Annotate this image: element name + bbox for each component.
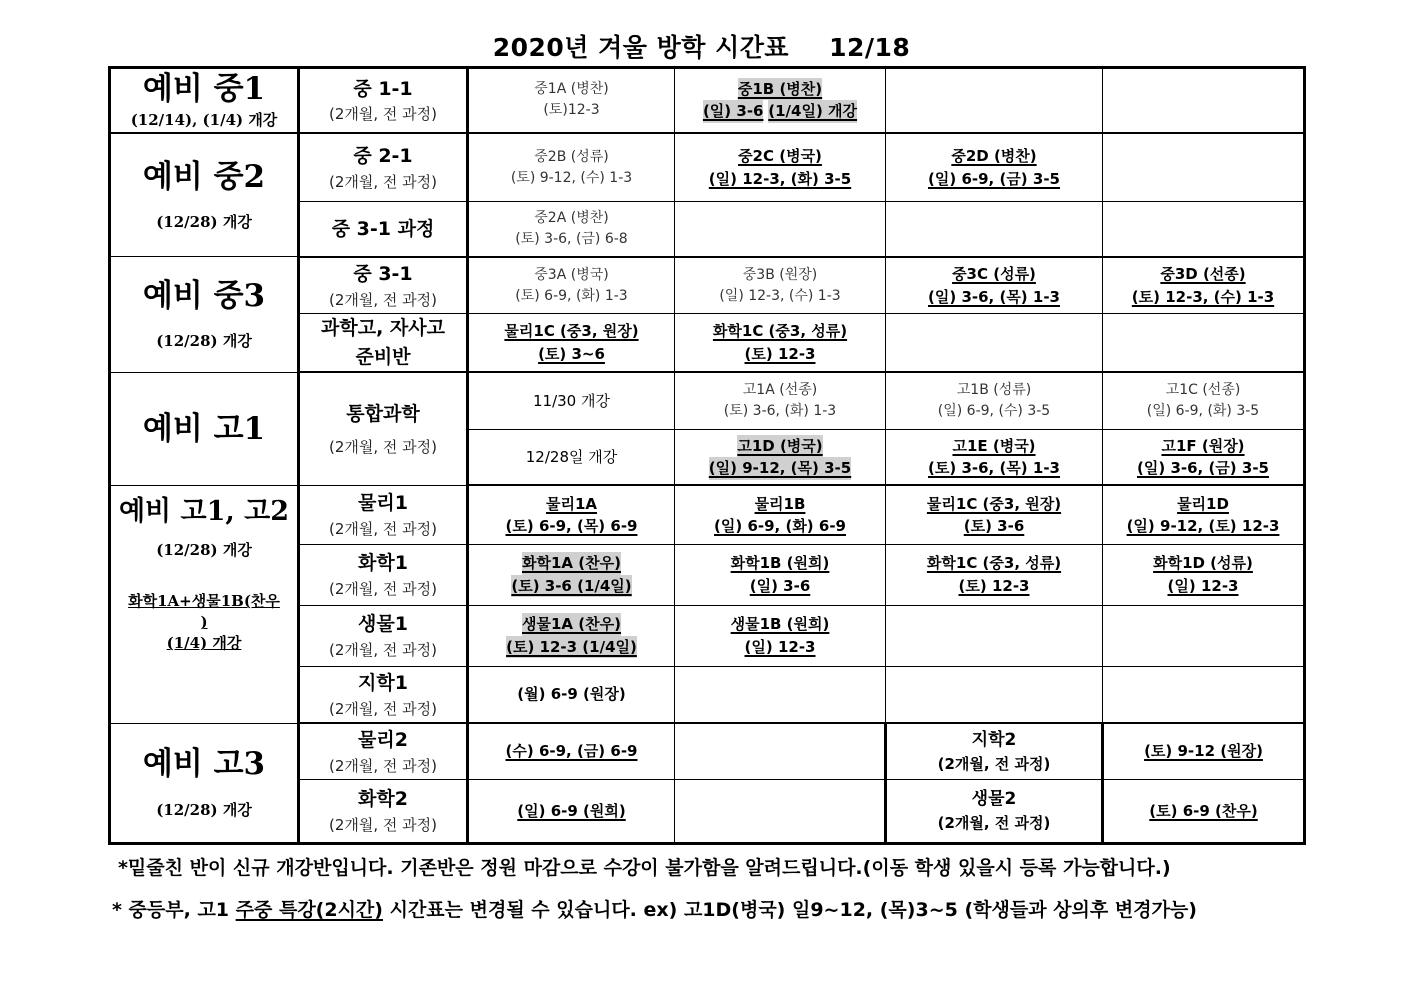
class-time: (토)12-3 [543, 102, 600, 119]
class-cell [886, 372, 1103, 429]
title-date: 12/18 [829, 33, 911, 62]
class-name: 중2A (병찬) [534, 210, 609, 227]
group-h3 [110, 723, 299, 843]
page-title [0, 28, 1403, 64]
timetable [108, 66, 1306, 845]
class-name: 물리1A [545, 494, 598, 513]
class-cell-new [886, 257, 1103, 314]
group-name: 예비 중1 [142, 71, 266, 107]
class-time: (토) 12-3, (수) 1-3 [1131, 287, 1275, 306]
group-name: 예비 고1, 고2 [118, 495, 290, 527]
empty-cell [886, 605, 1103, 666]
empty-cell [886, 202, 1103, 257]
class-time: (일) 12-3, (화) 3-5 [708, 169, 852, 188]
group-name: 예비 고1 [142, 410, 266, 447]
class-name: 화학1C (중3, 성류) [712, 322, 848, 341]
class-name: 화학1C (중3, 성류) [926, 554, 1062, 573]
course-sub: (2개월, 전 과정) [328, 438, 437, 457]
class-time: (일) 6-9, (금) 3-5 [928, 169, 1060, 188]
course-name: 화학2 [358, 788, 408, 811]
empty-cell [1103, 133, 1305, 202]
class-cell-new [1103, 779, 1305, 843]
course-bio2 [886, 779, 1103, 843]
class-name: 고1A (선종) [742, 382, 818, 399]
class-cell [468, 202, 675, 257]
empty-cell [675, 202, 886, 257]
class-name: 중2B (성류) [534, 148, 609, 165]
course-name: 물리2 [358, 729, 408, 752]
class-time: (일) 12-3 [1167, 576, 1239, 595]
course-m31b [299, 202, 468, 257]
course-sub: (2개월, 전 과정) [328, 756, 437, 775]
course-name: 생물2 [971, 788, 1017, 809]
class-time: (월) 6-9 (원장) [517, 685, 626, 704]
class-cell-new [886, 133, 1103, 202]
class-cell-new [468, 723, 675, 779]
group-m2 [110, 133, 299, 257]
class-name: 생물1B (원희) [730, 615, 830, 634]
class-time: (토) 3-6, (화) 1-3 [723, 403, 837, 420]
class-cell-new [1103, 429, 1305, 485]
class-cell-new [1103, 485, 1305, 544]
class-cell-new [675, 133, 886, 202]
class-name: 화학1A (찬우) [522, 552, 621, 575]
class-time: (일) 6-9 (원희) [517, 801, 626, 820]
class-time: (토) 3-6 (1/4일) [511, 575, 631, 598]
class-time: (일) 6-9, (화) 6-9 [714, 517, 846, 536]
class-cell-new [675, 314, 886, 373]
class-time: (일) 3-6 [749, 576, 811, 595]
empty-cell [675, 723, 886, 779]
course-sci-prep [299, 314, 468, 373]
class-time: (토) 3~6 [538, 344, 605, 363]
class-name: 고1E (병국) [952, 436, 1036, 455]
course-name: 생물1 [358, 613, 408, 636]
class-time: (일) 3-6 [703, 100, 764, 123]
class-name: 중2D (병찬) [951, 147, 1037, 166]
class-cell-new [1103, 257, 1305, 314]
class-cell-new [468, 779, 675, 843]
class-name: 화학1B (원희) [730, 554, 830, 573]
course-sub: (2개월, 전 과정) [328, 172, 437, 191]
empty-cell [886, 666, 1103, 723]
class-cell-new [886, 485, 1103, 544]
class-cell-new [675, 485, 886, 544]
group-extra: 화학1A+생물1B(찬우 [128, 592, 280, 611]
note-new-classes: *밑줄친 반이 신규 개강반입니다. 기존반은 정원 마감으로 수강이 불가함을 알려드립니다.(이동 학생 있을시 등록 가능합니다.) [118, 857, 1171, 879]
empty-cell [1103, 68, 1305, 133]
group-name: 예비 고3 [142, 746, 266, 783]
course-int-sci [299, 372, 468, 485]
class-cell-new [675, 68, 886, 133]
class-cell-new [1103, 544, 1305, 605]
class-name: 고1C (선종) [1165, 382, 1241, 399]
course-name: 중 3-1 과정 [331, 217, 435, 240]
class-time: (토) 9-12 (원장) [1144, 742, 1263, 761]
empty-cell [1103, 605, 1305, 666]
course-earth1 [299, 666, 468, 723]
note-suffix: 시간표는 변경될 수 있습니다. ex) 고1D(병국) 일9~12, (목)3~5 (학생들과 상의후 변경가능) [382, 899, 1197, 921]
empty-cell [886, 314, 1103, 373]
note-prefix: * 중등부, 고1 [112, 899, 236, 921]
course-phy2 [299, 723, 468, 779]
course-name: 과학고, 자사고 [321, 317, 445, 340]
class-cell [1103, 372, 1305, 429]
course-sub: (2개월, 전 과정) [328, 105, 437, 124]
class-name: 물리1D [1177, 494, 1229, 513]
course-name: 물리1 [358, 492, 408, 515]
class-cell-new [886, 429, 1103, 485]
class-cell-new [675, 544, 886, 605]
class-time: (토) 6-9 (찬우) [1149, 801, 1258, 820]
group-open: (12/28) 개강 [156, 212, 252, 231]
class-cell-new [1103, 723, 1305, 779]
class-time: (토) 12-3 [958, 576, 1030, 595]
class-name: 고1D (병국) [737, 435, 822, 458]
class-name: 중3A (병국) [534, 266, 609, 283]
course-earth2 [886, 723, 1103, 779]
group-name: 예비 중2 [142, 158, 266, 195]
note-underlined: 주중 특강(2시간) [235, 899, 383, 921]
course-sub: (2개월, 전 과정) [328, 815, 437, 834]
class-cell-new [886, 544, 1103, 605]
course-sub: (2개월, 전 과정) [937, 814, 1051, 833]
class-cell [468, 666, 675, 723]
course-name: 중 2-1 [353, 145, 413, 168]
class-cell-new [675, 605, 886, 666]
class-name: 중3C (성류) [952, 265, 1036, 284]
group-m3 [110, 257, 299, 373]
course-name: 지학1 [358, 672, 408, 695]
group-h12 [110, 485, 299, 723]
course-m31 [299, 257, 468, 314]
class-cell [468, 133, 675, 202]
note-schedule-change [112, 895, 1197, 922]
class-time: (토) 6-9, (목) 6-9 [505, 517, 638, 536]
class-time: (수) 6-9, (금) 6-9 [505, 742, 638, 761]
class-time: (일) 6-9, (화) 3-5 [1146, 403, 1260, 420]
class-time: (토) 3-6, (목) 1-3 [928, 459, 1060, 478]
class-time: (일) 9-12, (목) 3-5 [709, 457, 851, 480]
course-chem2 [299, 779, 468, 843]
class-name: 중3D (선종) [1160, 265, 1246, 284]
open-date-cell: 12/28일 개강 [468, 429, 675, 485]
empty-cell [886, 68, 1103, 133]
course-sub: (2개월, 전 과정) [328, 579, 437, 598]
title-text: 2020년 겨울 방학 시간표 [492, 33, 790, 62]
class-cell-new [675, 429, 886, 485]
group-open: (12/28) 개강 [156, 332, 252, 351]
class-cell-new [468, 605, 675, 666]
class-name: 물리1C (중3, 원장) [504, 322, 639, 341]
empty-cell [675, 779, 886, 843]
class-name: 고1B (성류) [956, 382, 1032, 399]
group-open: (12/28) 개강 [156, 540, 252, 559]
class-time: (토) 12-3 [744, 344, 816, 363]
open-date-cell: 11/30 개강 [468, 372, 675, 429]
course-m21 [299, 133, 468, 202]
empty-cell [1103, 314, 1305, 373]
group-open: (12/14), (1/4) 개강 [130, 111, 278, 130]
course-sub: (2개월, 전 과정) [328, 640, 437, 659]
empty-cell [675, 666, 886, 723]
course-name: 화학1 [358, 552, 408, 575]
class-time: (일) 12-3 [744, 637, 816, 656]
course-name: 중 3-1 [353, 263, 413, 286]
class-name: 생물1A (찬우) [522, 613, 621, 636]
group-open: (12/28) 개강 [156, 800, 252, 819]
class-name: 중1B (병찬) [738, 78, 822, 101]
course-sub: (2개월, 전 과정) [328, 290, 437, 309]
course-name-2: 준비반 [355, 345, 411, 368]
class-time: (일) 3-6, (목) 1-3 [928, 287, 1060, 306]
class-time: (일) 6-9, (수) 3-5 [937, 403, 1051, 420]
class-name: 고1F (원장) [1161, 436, 1245, 455]
class-time: (일) 12-3, (수) 1-3 [719, 287, 841, 304]
class-name: 물리1B [754, 494, 806, 513]
class-time: (토) 9-12, (수) 1-3 [510, 169, 633, 186]
course-sub: (2개월, 전 과정) [937, 755, 1051, 774]
class-name: 중2C (병국) [738, 147, 822, 166]
class-name: 물리1C (중3, 원장) [926, 494, 1062, 513]
class-name: 중1A (병찬) [534, 81, 609, 98]
group-name: 예비 중3 [142, 278, 266, 315]
course-name: 통합과학 [346, 402, 420, 425]
group-extra-open: (1/4) 개강 [166, 634, 242, 653]
class-time: (토) 12-3 (1/4일) [506, 636, 637, 659]
class-time: (일) 9-12, (토) 12-3 [1126, 517, 1280, 536]
empty-cell [1103, 202, 1305, 257]
course-sub: (2개월, 전 과정) [328, 699, 437, 718]
class-cell [675, 372, 886, 429]
course-chem1 [299, 544, 468, 605]
class-time: (일) 3-6, (금) 3-5 [1137, 459, 1269, 478]
course-name: 중 1-1 [353, 77, 413, 100]
class-open: (1/4일) 개강 [768, 100, 857, 123]
class-name: 중3B (원장) [742, 266, 818, 283]
course-sub: (2개월, 전 과정) [328, 519, 437, 538]
course-name: 지학2 [971, 729, 1017, 750]
class-time: (토) 3-6, (금) 6-8 [515, 231, 628, 248]
class-cell [468, 257, 675, 314]
group-m1 [110, 68, 299, 133]
group-extra-2: ) [200, 613, 208, 632]
empty-cell [1103, 666, 1305, 723]
class-cell-new [468, 544, 675, 605]
course-bio1 [299, 605, 468, 666]
class-time: (토) 6-9, (화) 1-3 [515, 287, 628, 304]
class-time: (토) 3-6 [963, 517, 1025, 536]
class-name: 화학1D (성류) [1153, 554, 1253, 573]
course-phy1 [299, 485, 468, 544]
group-h1 [110, 372, 299, 485]
class-cell-new [468, 485, 675, 544]
class-cell-new [468, 314, 675, 373]
course-m11 [299, 68, 468, 133]
class-cell [675, 257, 886, 314]
class-cell [468, 68, 675, 133]
